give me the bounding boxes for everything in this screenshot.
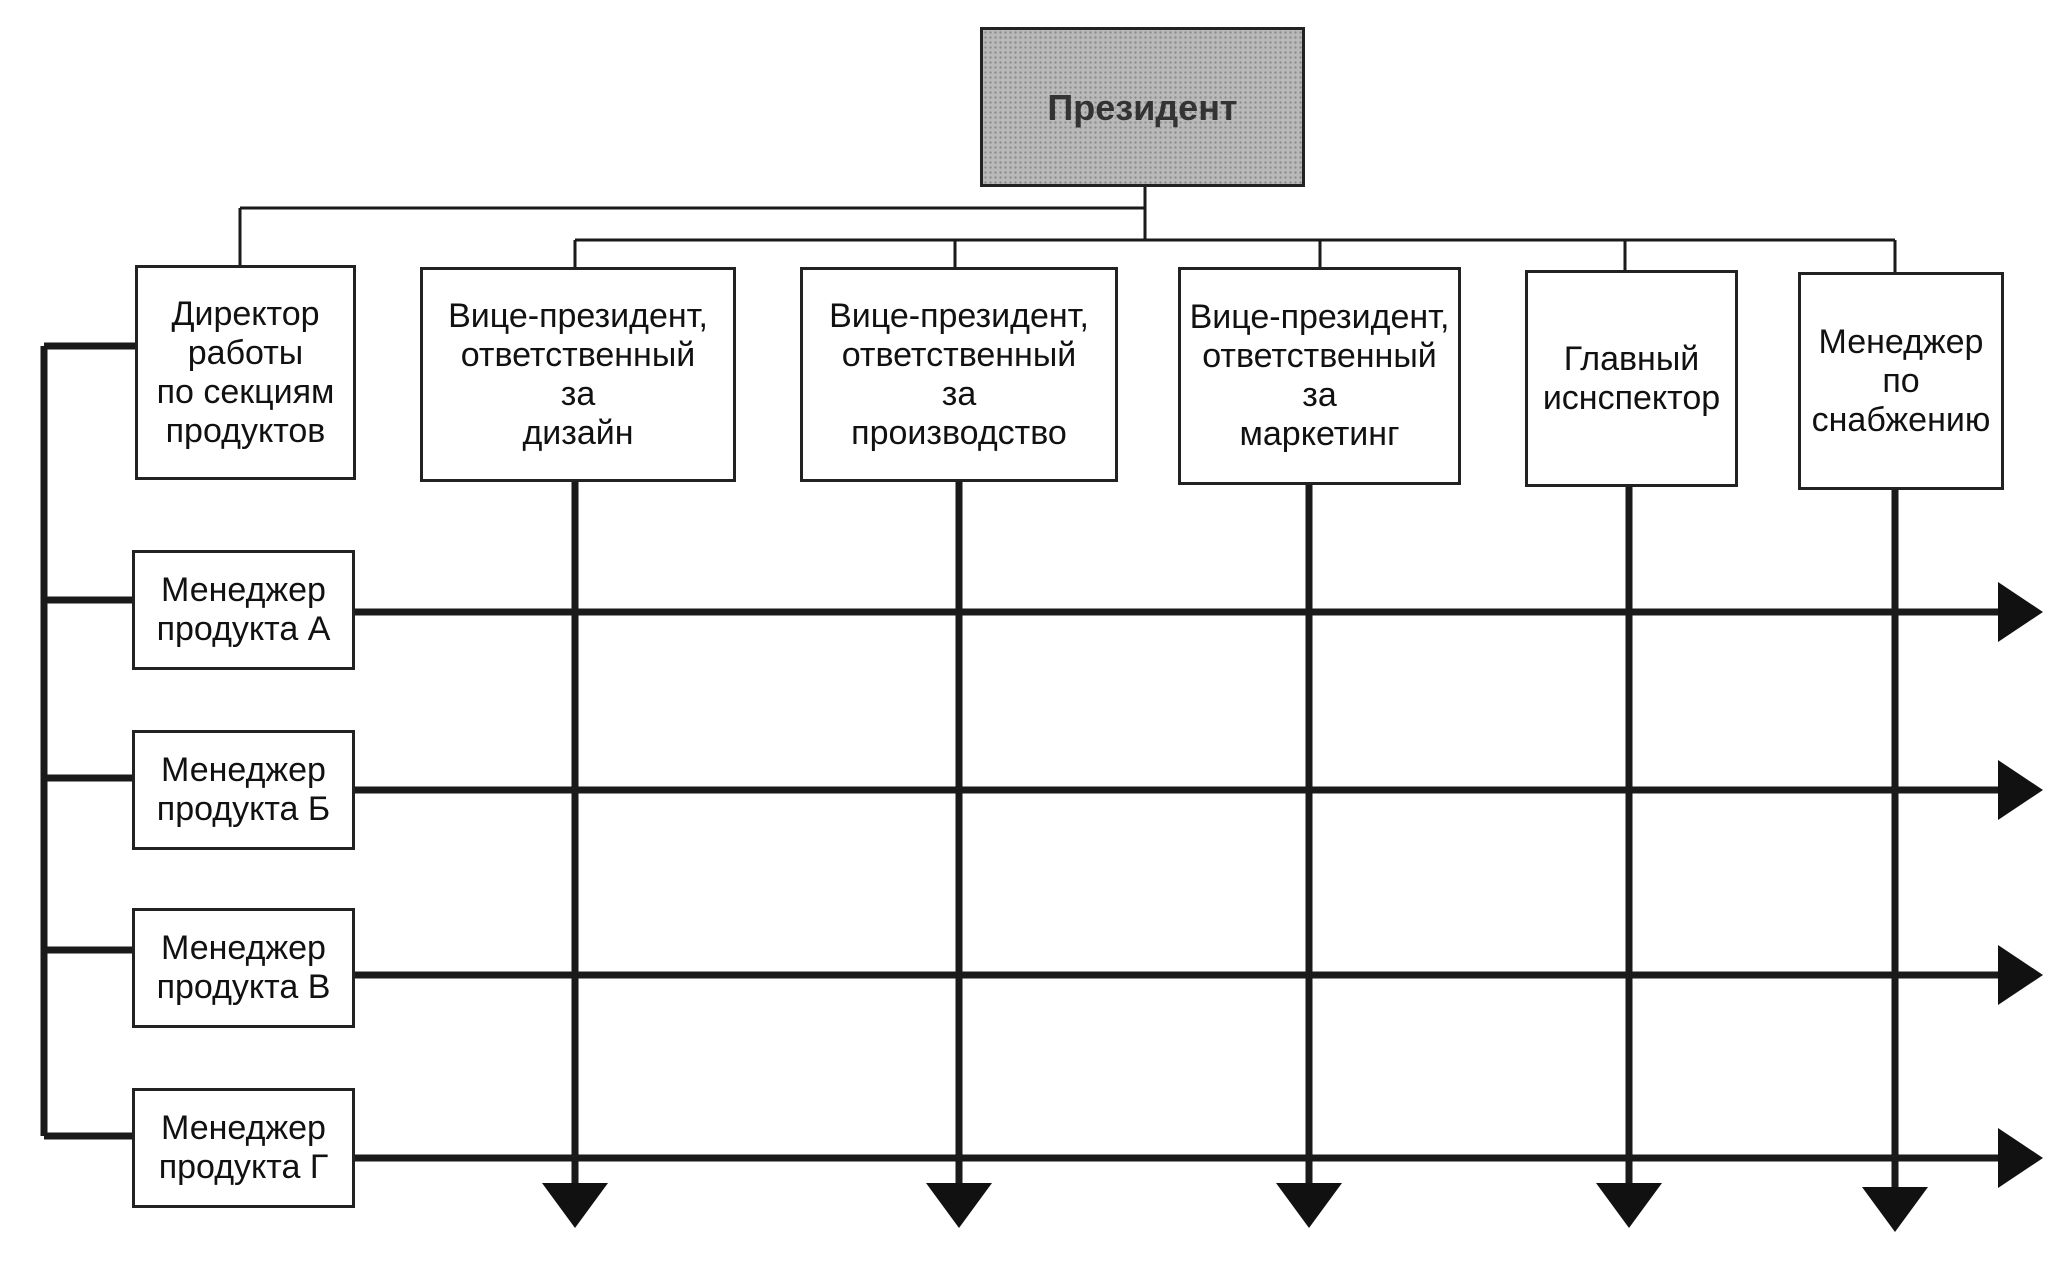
box-line: Директор bbox=[171, 294, 320, 333]
arrow-down-vp-production bbox=[926, 1183, 992, 1228]
box-line: ответственный bbox=[1202, 337, 1437, 375]
box-line: производство bbox=[851, 413, 1067, 452]
box-line: продуктов bbox=[165, 411, 326, 450]
product-manager-g-box bbox=[132, 1088, 355, 1208]
arrow-down-supply-manager bbox=[1862, 1187, 1928, 1232]
box-line: ответственный bbox=[460, 335, 696, 374]
president-label: Президент bbox=[1047, 86, 1238, 128]
box-line: Вице-президент, bbox=[829, 296, 1089, 335]
box-line: по bbox=[1882, 361, 1920, 400]
arrow-right-manager-v bbox=[1998, 945, 2043, 1005]
product-manager-a-box bbox=[132, 550, 355, 670]
box-line: продукта Г bbox=[158, 1148, 329, 1186]
box-line: маркетинг bbox=[1239, 415, 1400, 453]
box-line: за bbox=[1302, 376, 1337, 414]
box-line: Менеджер bbox=[161, 571, 326, 609]
box-line: Менеджер bbox=[161, 1109, 326, 1147]
arrow-right-manager-b bbox=[1998, 760, 2043, 820]
box-line: Менеджер bbox=[161, 751, 326, 789]
box-line: Вице-президент, bbox=[1189, 298, 1450, 336]
supply-manager-box bbox=[1798, 272, 2004, 490]
product-manager-v-box bbox=[132, 908, 355, 1028]
vp-marketing-box bbox=[1178, 267, 1461, 485]
product-manager-b-box bbox=[132, 730, 355, 850]
president-box bbox=[980, 27, 1305, 187]
box-line: снабжению bbox=[1811, 400, 1991, 439]
box-line: продукта А bbox=[156, 610, 331, 648]
box-line: за bbox=[560, 374, 596, 413]
arrow-down-vp-marketing bbox=[1276, 1183, 1342, 1228]
box-line: работы bbox=[187, 333, 304, 372]
vp-production-box bbox=[800, 267, 1118, 482]
box-line: Менеджер bbox=[1818, 322, 1984, 361]
box-line: продукта Б bbox=[156, 790, 331, 828]
box-line: иснспектор bbox=[1542, 378, 1721, 417]
box-line: продукта В bbox=[156, 968, 331, 1006]
box-line: за bbox=[941, 374, 977, 413]
arrow-right-manager-a bbox=[1998, 582, 2043, 642]
chief-inspector-box bbox=[1525, 270, 1738, 487]
box-line: дизайн bbox=[522, 413, 634, 452]
box-line: Главный bbox=[1563, 339, 1700, 378]
vp-design-box bbox=[420, 267, 736, 482]
box-line: Менеджер bbox=[161, 929, 326, 967]
arrow-down-vp-design bbox=[542, 1183, 608, 1228]
director-product-sections-box bbox=[135, 265, 356, 480]
arrow-right-manager-g bbox=[1998, 1128, 2043, 1188]
arrow-down-chief-inspector bbox=[1596, 1183, 1662, 1228]
box-line: по секциям bbox=[156, 372, 335, 411]
box-line: ответственный bbox=[841, 335, 1077, 374]
box-line: Вице-президент, bbox=[448, 296, 708, 335]
